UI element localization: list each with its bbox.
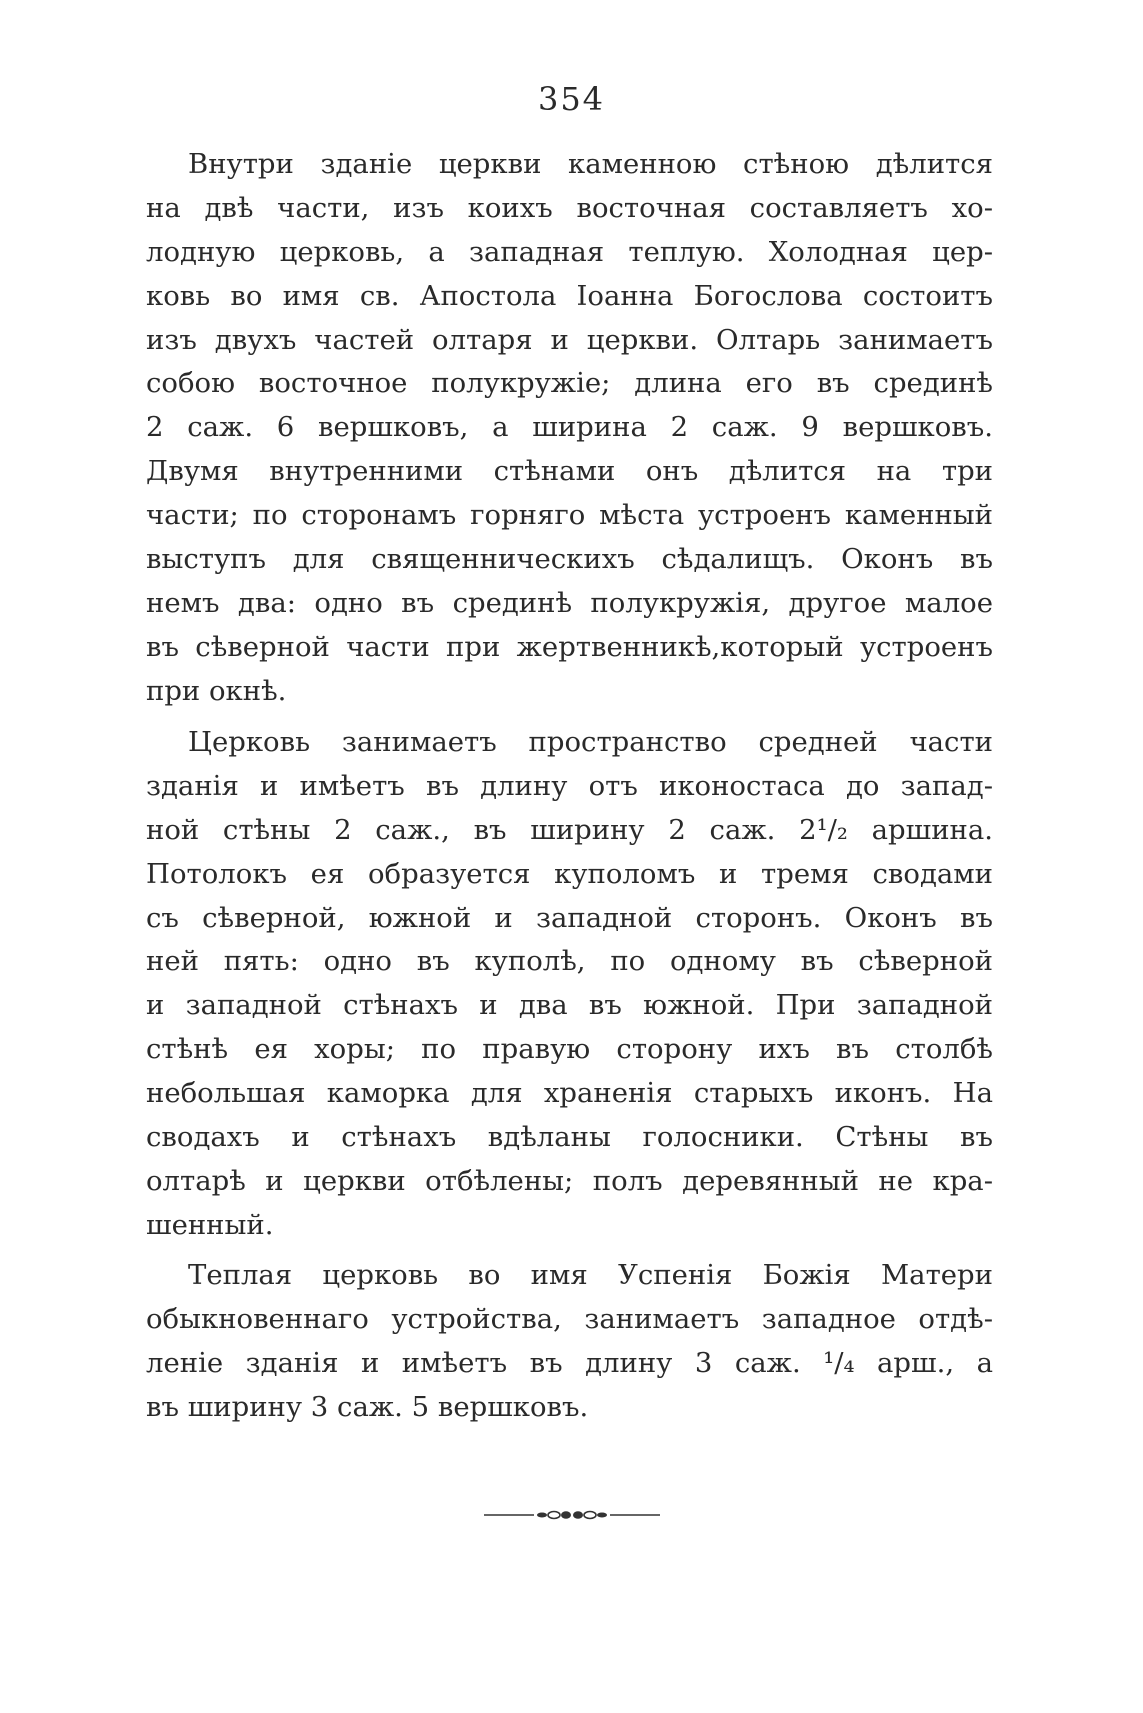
text-line: изъ двухъ частей олтаря и церкви. Олтарь занимаетъ (146, 323, 993, 356)
text-line: при окнѣ. (146, 674, 287, 707)
text-line: въ сѣверной части при жертвенникѣ,который устроенъ (146, 630, 993, 663)
text-line: сводахъ и стѣнахъ вдѣланы голосники. Стѣны въ (146, 1121, 993, 1154)
text-line: выступъ для священническихъ сѣдалищъ. Оконъ въ (146, 543, 993, 576)
text-line: части; по сторонамъ горняго мѣста устроенъ каменный (146, 499, 993, 532)
text-line: обыкновеннаго устройства, занимаетъ западное отдѣ- (146, 1302, 993, 1335)
text-line: ковь во имя св. Апостола Іоанна Богослова состоитъ (146, 279, 993, 312)
text-line: и западной стѣнахъ и два въ южной. При западной (146, 989, 993, 1022)
paragraph-warm-church (146, 1254, 993, 1430)
text-line: небольшая каморка для храненія старыхъ иконъ. На (146, 1077, 993, 1110)
text-line: стѣнѣ ея хоры; по правую сторону ихъ въ столбѣ (146, 1033, 993, 1066)
text-line: лодную церковь, а западная теплую. Холодная цер- (146, 235, 993, 268)
paragraph-cold-church (146, 143, 993, 714)
text-line: зданія и имѣетъ въ длину отъ иконостаса до запад- (146, 769, 993, 802)
text-line: Церковь занимаетъ пространство средней части (188, 726, 993, 758)
text-line: собою восточное полукружіе; длина его въ срединѣ (146, 367, 993, 400)
text-line: 2 саж. 6 вершковъ, а ширина 2 саж. 9 вершковъ. (146, 411, 993, 444)
text-line: Теплая церковь во имя Успенія Божія Матери (188, 1259, 993, 1291)
text-line: на двѣ части, изъ коихъ восточная составляетъ хо- (146, 191, 993, 224)
text-line: немъ два: одно въ срединѣ полукружія, другое малое (146, 586, 993, 619)
text-line: съ сѣверной, южной и западной сторонъ. Оконъ въ (146, 901, 993, 934)
page-number: 354 (537, 80, 606, 118)
text-line: леніе зданія и имѣетъ въ длину 3 саж. ¹/₄ арш., а (146, 1346, 993, 1379)
text-line: олтарѣ и церкви отбѣлены; полъ деревянный не кра- (146, 1164, 993, 1197)
text-line: Потолокъ ея образуется куполомъ и тремя сводами (146, 857, 993, 890)
text-line: ной стѣны 2 саж., въ ширину 2 саж. 2¹/₂ аршина. (146, 813, 993, 846)
text-line: ней пять: одно въ куполѣ, по одному въ сѣверной (146, 945, 993, 978)
text-line: шенный. (146, 1208, 274, 1241)
end-ornament-icon (482, 1505, 662, 1525)
text-line: Двумя внутренними стѣнами онъ дѣлится на три (146, 455, 993, 488)
text-line: въ ширину 3 саж. 5 вершковъ. (146, 1390, 589, 1423)
text-line: Внутри зданіе церкви каменною стѣною дѣлится (188, 148, 993, 180)
paragraph-church-interior (146, 721, 993, 1248)
